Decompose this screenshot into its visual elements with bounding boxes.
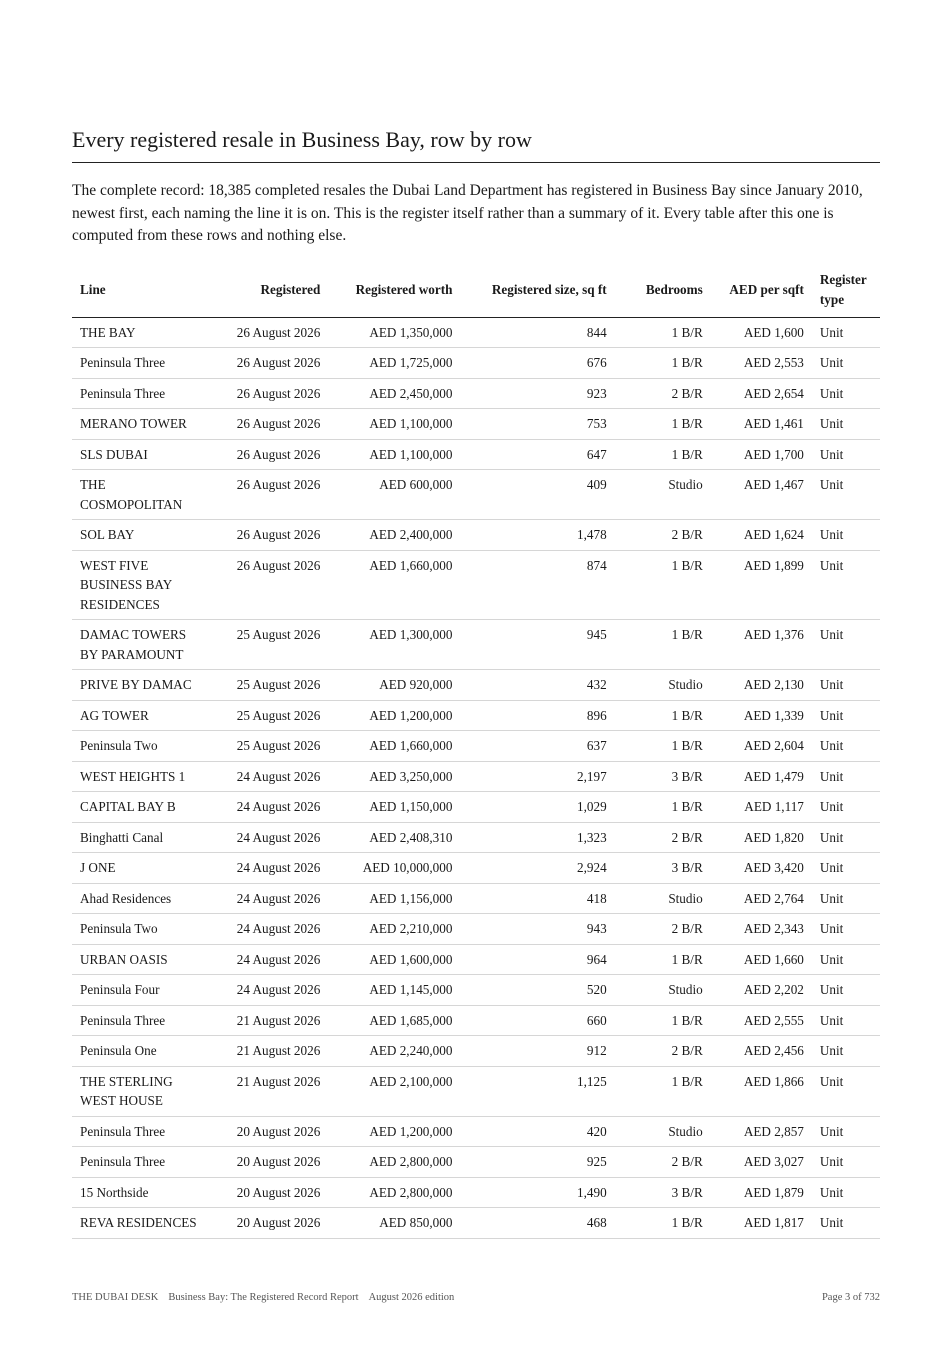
cell-register-type: Unit — [812, 470, 880, 520]
cell-registered: 24 August 2026 — [212, 792, 328, 823]
cell-registered: 20 August 2026 — [212, 1177, 328, 1208]
table-row — [72, 378, 880, 409]
cell-aed-per-sqft: AED 1,624 — [711, 520, 812, 551]
cell-registered-size: 844 — [460, 317, 614, 348]
cell-registered-worth: AED 920,000 — [328, 670, 460, 701]
cell-line: THE COSMOPOLITAN — [72, 470, 212, 520]
cell-registered: 21 August 2026 — [212, 1066, 328, 1116]
cell-registered-worth: AED 2,450,000 — [328, 378, 460, 409]
cell-aed-per-sqft: AED 1,700 — [711, 439, 812, 470]
cell-line: Peninsula Three — [72, 1005, 212, 1036]
cell-registered: 24 August 2026 — [212, 883, 328, 914]
cell-registered: 25 August 2026 — [212, 731, 328, 762]
cell-line: PRIVE BY DAMAC — [72, 670, 212, 701]
cell-registered-worth: AED 2,800,000 — [328, 1177, 460, 1208]
column-header-bedrooms: Bedrooms — [615, 265, 711, 318]
cell-line: THE STERLING WEST HOUSE — [72, 1066, 212, 1116]
cell-registered: 20 August 2026 — [212, 1147, 328, 1178]
cell-line: Ahad Residences — [72, 883, 212, 914]
cell-registered: 26 August 2026 — [212, 409, 328, 440]
cell-line: AG TOWER — [72, 700, 212, 731]
cell-aed-per-sqft: AED 3,027 — [711, 1147, 812, 1178]
cell-bedrooms: 1 B/R — [615, 439, 711, 470]
cell-line: WEST FIVE BUSINESS BAY RESIDENCES — [72, 550, 212, 620]
cell-registered-size: 874 — [460, 550, 614, 620]
cell-bedrooms: 2 B/R — [615, 1036, 711, 1067]
cell-register-type: Unit — [812, 975, 880, 1006]
cell-registered-worth: AED 1,350,000 — [328, 317, 460, 348]
cell-bedrooms: 3 B/R — [615, 1177, 711, 1208]
cell-aed-per-sqft: AED 2,604 — [711, 731, 812, 762]
cell-line: Peninsula Two — [72, 731, 212, 762]
cell-register-type: Unit — [812, 670, 880, 701]
cell-aed-per-sqft: AED 1,879 — [711, 1177, 812, 1208]
cell-registered-size: 896 — [460, 700, 614, 731]
footer-left — [72, 1292, 880, 1303]
cell-registered: 26 August 2026 — [212, 348, 328, 379]
table-row — [72, 1005, 880, 1036]
cell-register-type: Unit — [812, 550, 880, 620]
cell-registered-size: 923 — [460, 378, 614, 409]
cell-register-type: Unit — [812, 944, 880, 975]
table-row — [72, 822, 880, 853]
column-header-line: Line — [72, 265, 212, 318]
table-row — [72, 317, 880, 348]
cell-registered: 26 August 2026 — [212, 317, 328, 348]
cell-bedrooms: 1 B/R — [615, 348, 711, 379]
cell-bedrooms: 1 B/R — [615, 792, 711, 823]
cell-registered: 24 August 2026 — [212, 944, 328, 975]
cell-registered-worth: AED 1,660,000 — [328, 731, 460, 762]
cell-bedrooms: 1 B/R — [615, 620, 711, 670]
cell-line: Binghatti Canal — [72, 822, 212, 853]
table-body — [72, 317, 880, 1238]
cell-register-type: Unit — [812, 1036, 880, 1067]
table-row — [72, 439, 880, 470]
cell-line: WEST HEIGHTS 1 — [72, 761, 212, 792]
column-header-registered: Registered — [212, 265, 328, 318]
cell-aed-per-sqft: AED 2,857 — [711, 1116, 812, 1147]
cell-line: Peninsula Two — [72, 914, 212, 945]
intro-paragraph: The complete record: 18,385 completed resales the Dubai Land Department has registered in Business Bay since January 2010, newest first, each naming the line it is on. This is the register itself rather than a summary of it. Every table after this one is computed from these rows and nothing else. — [72, 182, 863, 244]
cell-line: J ONE — [72, 853, 212, 884]
table-row — [72, 914, 880, 945]
page-footer — [72, 1292, 880, 1303]
resales-table — [72, 265, 880, 1239]
column-header-registered-size: Registered size, sq ft — [460, 265, 614, 318]
cell-bedrooms: Studio — [615, 1116, 711, 1147]
cell-registered-worth: AED 1,145,000 — [328, 975, 460, 1006]
cell-aed-per-sqft: AED 1,461 — [711, 409, 812, 440]
cell-registered-size: 1,478 — [460, 520, 614, 551]
cell-registered: 21 August 2026 — [212, 1005, 328, 1036]
cell-registered-size: 2,924 — [460, 853, 614, 884]
cell-registered-size: 660 — [460, 1005, 614, 1036]
cell-bedrooms: 3 B/R — [615, 761, 711, 792]
cell-registered-worth: AED 2,240,000 — [328, 1036, 460, 1067]
cell-registered-worth: AED 1,300,000 — [328, 620, 460, 670]
cell-bedrooms: 1 B/R — [615, 1005, 711, 1036]
cell-aed-per-sqft: AED 1,817 — [711, 1208, 812, 1239]
table-row — [72, 731, 880, 762]
cell-register-type: Unit — [812, 731, 880, 762]
cell-registered: 25 August 2026 — [212, 670, 328, 701]
table-row — [72, 1147, 880, 1178]
cell-bedrooms: 1 B/R — [615, 409, 711, 440]
cell-registered-worth: AED 2,400,000 — [328, 520, 460, 551]
cell-register-type: Unit — [812, 1116, 880, 1147]
cell-registered-size: 1,029 — [460, 792, 614, 823]
cell-registered-worth: AED 1,100,000 — [328, 409, 460, 440]
cell-bedrooms: 1 B/R — [615, 317, 711, 348]
table-row — [72, 1036, 880, 1067]
cell-aed-per-sqft: AED 1,339 — [711, 700, 812, 731]
cell-bedrooms: 2 B/R — [615, 1147, 711, 1178]
cell-aed-per-sqft: AED 2,553 — [711, 348, 812, 379]
table-row — [72, 409, 880, 440]
cell-aed-per-sqft: AED 1,467 — [711, 470, 812, 520]
cell-bedrooms: 2 B/R — [615, 520, 711, 551]
cell-register-type: Unit — [812, 378, 880, 409]
table-row — [72, 761, 880, 792]
cell-register-type: Unit — [812, 1005, 880, 1036]
column-header-register-type: Register type — [812, 265, 880, 318]
cell-registered-worth: AED 2,408,310 — [328, 822, 460, 853]
cell-registered-size: 925 — [460, 1147, 614, 1178]
cell-aed-per-sqft: AED 2,555 — [711, 1005, 812, 1036]
cell-bedrooms: 2 B/R — [615, 822, 711, 853]
cell-registered: 26 August 2026 — [212, 378, 328, 409]
cell-register-type: Unit — [812, 792, 880, 823]
table-header — [72, 265, 880, 318]
column-header-registered-worth: Registered worth — [328, 265, 460, 318]
table-row — [72, 700, 880, 731]
table-row — [72, 1066, 880, 1116]
cell-registered-size: 945 — [460, 620, 614, 670]
cell-registered: 25 August 2026 — [212, 620, 328, 670]
cell-line: REVA RESIDENCES — [72, 1208, 212, 1239]
cell-aed-per-sqft: AED 2,202 — [711, 975, 812, 1006]
cell-registered-worth: AED 1,660,000 — [328, 550, 460, 620]
table-row — [72, 975, 880, 1006]
cell-registered-worth: AED 2,210,000 — [328, 914, 460, 945]
cell-registered-size: 637 — [460, 731, 614, 762]
cell-registered-worth: AED 1,156,000 — [328, 883, 460, 914]
cell-aed-per-sqft: AED 3,420 — [711, 853, 812, 884]
cell-register-type: Unit — [812, 700, 880, 731]
cell-bedrooms: 1 B/R — [615, 944, 711, 975]
cell-register-type: Unit — [812, 439, 880, 470]
cell-registered-size: 432 — [460, 670, 614, 701]
cell-bedrooms: Studio — [615, 470, 711, 520]
cell-aed-per-sqft: AED 1,600 — [711, 317, 812, 348]
cell-registered-size: 964 — [460, 944, 614, 975]
cell-registered-worth: AED 1,150,000 — [328, 792, 460, 823]
cell-bedrooms: 1 B/R — [615, 700, 711, 731]
cell-line: THE BAY — [72, 317, 212, 348]
cell-line: Peninsula One — [72, 1036, 212, 1067]
cell-line: Peninsula Three — [72, 378, 212, 409]
cell-bedrooms: 2 B/R — [615, 378, 711, 409]
cell-line: Peninsula Three — [72, 1147, 212, 1178]
cell-registered-worth: AED 1,685,000 — [328, 1005, 460, 1036]
cell-aed-per-sqft: AED 1,376 — [711, 620, 812, 670]
cell-registered-size: 647 — [460, 439, 614, 470]
page — [72, 126, 880, 1239]
table-row — [72, 944, 880, 975]
cell-line: DAMAC TOWERS BY PARAMOUNT — [72, 620, 212, 670]
cell-bedrooms: 3 B/R — [615, 853, 711, 884]
table-row — [72, 1208, 880, 1239]
cell-registered-size: 943 — [460, 914, 614, 945]
cell-registered-size: 753 — [460, 409, 614, 440]
cell-register-type: Unit — [812, 620, 880, 670]
table-header-row — [72, 265, 880, 318]
cell-registered-size: 1,490 — [460, 1177, 614, 1208]
cell-registered-worth: AED 10,000,000 — [328, 853, 460, 884]
table-row — [72, 792, 880, 823]
cell-register-type: Unit — [812, 409, 880, 440]
cell-registered-size: 520 — [460, 975, 614, 1006]
cell-registered-size: 1,323 — [460, 822, 614, 853]
cell-bedrooms: 1 B/R — [615, 1208, 711, 1239]
footer-edition: August 2026 edition — [368, 1292, 455, 1303]
table-row — [72, 348, 880, 379]
cell-register-type: Unit — [812, 914, 880, 945]
cell-registered-size: 1,125 — [460, 1066, 614, 1116]
cell-registered: 26 August 2026 — [212, 550, 328, 620]
table-row — [72, 853, 880, 884]
cell-register-type: Unit — [812, 1208, 880, 1239]
cell-registered: 25 August 2026 — [212, 700, 328, 731]
cell-aed-per-sqft: AED 1,866 — [711, 1066, 812, 1116]
cell-registered: 24 August 2026 — [212, 914, 328, 945]
cell-registered: 24 August 2026 — [212, 822, 328, 853]
cell-register-type: Unit — [812, 520, 880, 551]
cell-registered-worth: AED 600,000 — [328, 470, 460, 520]
cell-registered-worth: AED 3,250,000 — [328, 761, 460, 792]
cell-aed-per-sqft: AED 2,654 — [711, 378, 812, 409]
cell-registered-size: 420 — [460, 1116, 614, 1147]
cell-registered: 20 August 2026 — [212, 1208, 328, 1239]
cell-registered: 24 August 2026 — [212, 975, 328, 1006]
cell-line: CAPITAL BAY B — [72, 792, 212, 823]
cell-registered-size: 676 — [460, 348, 614, 379]
cell-line: URBAN OASIS — [72, 944, 212, 975]
cell-line: SLS DUBAI — [72, 439, 212, 470]
cell-registered-worth: AED 2,800,000 — [328, 1147, 460, 1178]
cell-registered-worth: AED 1,725,000 — [328, 348, 460, 379]
footer-publication: THE DUBAI DESK — [72, 1292, 159, 1303]
cell-registered-worth: AED 2,100,000 — [328, 1066, 460, 1116]
table-row — [72, 520, 880, 551]
cell-register-type: Unit — [812, 1147, 880, 1178]
cell-register-type: Unit — [812, 761, 880, 792]
cell-registered-worth: AED 1,100,000 — [328, 439, 460, 470]
cell-line: MERANO TOWER — [72, 409, 212, 440]
table-row — [72, 670, 880, 701]
footer-page-number: Page 3 of 732 — [821, 1292, 880, 1303]
cell-aed-per-sqft: AED 1,899 — [711, 550, 812, 620]
cell-register-type: Unit — [812, 1066, 880, 1116]
cell-line: Peninsula Four — [72, 975, 212, 1006]
cell-registered-worth: AED 1,600,000 — [328, 944, 460, 975]
cell-registered-size: 468 — [460, 1208, 614, 1239]
footer-report: Business Bay: The Registered Record Report — [168, 1292, 359, 1303]
cell-registered-size: 912 — [460, 1036, 614, 1067]
cell-line: Peninsula Three — [72, 348, 212, 379]
cell-bedrooms: 1 B/R — [615, 1066, 711, 1116]
cell-register-type: Unit — [812, 822, 880, 853]
cell-registered-size: 409 — [460, 470, 614, 520]
cell-aed-per-sqft: AED 1,479 — [711, 761, 812, 792]
cell-register-type: Unit — [812, 883, 880, 914]
cell-bedrooms: Studio — [615, 670, 711, 701]
cell-bedrooms: Studio — [615, 883, 711, 914]
cell-registered: 26 August 2026 — [212, 439, 328, 470]
cell-registered: 26 August 2026 — [212, 470, 328, 520]
cell-registered: 26 August 2026 — [212, 520, 328, 551]
cell-registered: 24 August 2026 — [212, 853, 328, 884]
cell-bedrooms: Studio — [615, 975, 711, 1006]
cell-registered-size: 2,197 — [460, 761, 614, 792]
cell-bedrooms: 2 B/R — [615, 914, 711, 945]
cell-registered-worth: AED 1,200,000 — [328, 700, 460, 731]
cell-aed-per-sqft: AED 1,660 — [711, 944, 812, 975]
cell-register-type: Unit — [812, 317, 880, 348]
cell-registered-size: 418 — [460, 883, 614, 914]
cell-aed-per-sqft: AED 2,456 — [711, 1036, 812, 1067]
cell-line: SOL BAY — [72, 520, 212, 551]
cell-registered: 24 August 2026 — [212, 761, 328, 792]
cell-aed-per-sqft: AED 2,764 — [711, 883, 812, 914]
table-row — [72, 550, 880, 620]
cell-registered-worth: AED 850,000 — [328, 1208, 460, 1239]
cell-aed-per-sqft: AED 2,130 — [711, 670, 812, 701]
table-row — [72, 470, 880, 520]
cell-line: 15 Northside — [72, 1177, 212, 1208]
cell-register-type: Unit — [812, 1177, 880, 1208]
cell-bedrooms: 1 B/R — [615, 550, 711, 620]
cell-register-type: Unit — [812, 853, 880, 884]
table-row — [72, 883, 880, 914]
cell-registered: 21 August 2026 — [212, 1036, 328, 1067]
cell-aed-per-sqft: AED 1,820 — [711, 822, 812, 853]
cell-registered: 20 August 2026 — [212, 1116, 328, 1147]
cell-register-type: Unit — [812, 348, 880, 379]
cell-line: Peninsula Three — [72, 1116, 212, 1147]
table-row — [72, 620, 880, 670]
table-row — [72, 1116, 880, 1147]
cell-aed-per-sqft: AED 2,343 — [711, 914, 812, 945]
page-title: Every registered resale in Business Bay, row by row — [72, 126, 880, 163]
column-header-aed-per-sqft: AED per sqft — [711, 265, 812, 318]
cell-registered-worth: AED 1,200,000 — [328, 1116, 460, 1147]
cell-bedrooms: 1 B/R — [615, 731, 711, 762]
cell-aed-per-sqft: AED 1,117 — [711, 792, 812, 823]
table-row — [72, 1177, 880, 1208]
